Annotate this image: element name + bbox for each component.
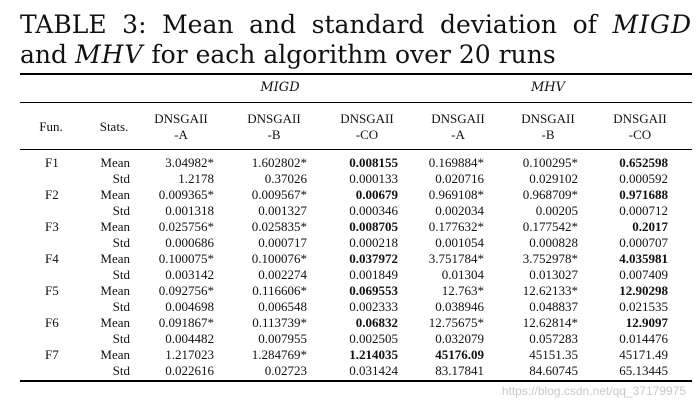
stat-label-std: Std — [112, 331, 130, 346]
table-cell: 45171.49 — [619, 347, 668, 362]
table-cell: 0.020716 — [435, 171, 484, 186]
table-cell: 0.001327 — [258, 203, 307, 218]
stat-label-mean: Mean — [100, 283, 130, 298]
column-header-line2: -A — [451, 127, 465, 142]
table-cell: 1.214035 — [349, 347, 398, 362]
table-cell: 0.002034 — [435, 203, 484, 218]
table-cell: 0.007409 — [619, 267, 668, 282]
column-header-line1: DNSGAII — [521, 111, 575, 126]
table-cell: 0.004482 — [165, 331, 214, 346]
table-cell: 0.968709* — [522, 187, 578, 202]
table-cell: 0.00205 — [535, 203, 578, 218]
stat-label-mean: Mean — [100, 251, 130, 266]
group-rule — [20, 102, 692, 103]
column-header-line2: -B — [541, 127, 555, 142]
table-cell: 0.003142 — [165, 267, 214, 282]
header-fun: Fun. — [39, 119, 63, 134]
stat-label-std: Std — [112, 235, 130, 250]
table-cell: 0.009567* — [251, 187, 307, 202]
table-cell: 12.763* — [441, 283, 484, 298]
table-cell: 0.001318 — [165, 203, 214, 218]
caption-suffix: for each algorithm over 20 runs — [143, 40, 556, 69]
table-cell: 1.602802* — [251, 155, 307, 170]
table-cell: 0.06832 — [355, 315, 398, 330]
caption-middle: and — [20, 40, 68, 69]
table-cell: 0.069553 — [349, 283, 398, 298]
table-cell: 0.00679 — [355, 187, 398, 202]
function-label: F5 — [45, 283, 59, 298]
table-cell: 0.000346 — [349, 203, 398, 218]
table-cell: 0.02723 — [264, 363, 307, 378]
header-rule — [20, 149, 692, 150]
table-cell: 0.002505 — [349, 331, 398, 346]
table-cell: 0.002333 — [349, 299, 398, 314]
stat-label-mean: Mean — [100, 219, 130, 234]
stat-label-mean: Mean — [100, 315, 130, 330]
table-cell: 0.000717 — [258, 235, 307, 250]
function-label: F7 — [45, 347, 59, 362]
table-cell: 0.01304 — [441, 267, 484, 282]
column-header-4 — [503, 111, 593, 143]
table-cell: 0.025835* — [251, 219, 307, 234]
table-cell: 12.62814* — [522, 315, 578, 330]
stat-label-std: Std — [112, 171, 130, 186]
header-stats: Stats. — [99, 119, 129, 134]
column-header-line1: DNSGAII — [154, 111, 208, 126]
table-cell: 0.000592 — [619, 171, 668, 186]
caption-metric-migd: MIGD — [612, 10, 692, 39]
table-cell: 1.284769* — [251, 347, 307, 362]
table-cell: 0.048837 — [529, 299, 578, 314]
table-cell: 0.031424 — [349, 363, 398, 378]
table-cell: 0.032079 — [435, 331, 484, 346]
table-cell: 0.057283 — [529, 331, 578, 346]
column-header-line2: -B — [267, 127, 281, 142]
table-cell: 0.092756* — [158, 283, 214, 298]
group-header-migd: MIGD — [260, 80, 300, 95]
table-cell: 4.035981 — [619, 251, 668, 266]
table-cell: 0.177542* — [522, 219, 578, 234]
table-cell: 0.2017 — [632, 219, 668, 234]
column-header-line1: DNSGAII — [340, 111, 394, 126]
table-cell: 0.006548 — [258, 299, 307, 314]
table-cell: 0.002274 — [258, 267, 307, 282]
function-label: F1 — [45, 155, 59, 170]
table-cell: 65.13445 — [619, 363, 668, 378]
table-cell: 45176.09 — [435, 347, 484, 362]
table-cell: 84.60745 — [529, 363, 578, 378]
column-header-line2: -CO — [628, 127, 652, 142]
stat-label-std: Std — [112, 363, 130, 378]
table-cell: 12.90298 — [619, 283, 668, 298]
column-header-3 — [413, 111, 503, 143]
table-cell: 83.17841 — [435, 363, 484, 378]
table-cell: 1.217023 — [165, 347, 214, 362]
top-rule — [20, 73, 692, 75]
table-cell: 0.100076* — [251, 251, 307, 266]
table-cell: 0.113739* — [252, 315, 307, 330]
table-cell: 0.000218 — [349, 235, 398, 250]
table-cell: 0.169884* — [428, 155, 484, 170]
column-header-line2: -CO — [355, 127, 379, 142]
table-cell: 12.75675* — [428, 315, 484, 330]
table-cell: 45151.35 — [529, 347, 578, 362]
column-header-line1: DNSGAII — [431, 111, 485, 126]
table-cell: 0.000712 — [619, 203, 668, 218]
table-cell: 0.029102 — [529, 171, 578, 186]
table-cell: 3.751784* — [428, 251, 484, 266]
table-cell: 0.091867* — [158, 315, 214, 330]
column-header-line2: -A — [174, 127, 188, 142]
stat-label-mean: Mean — [100, 187, 130, 202]
table-cell: 0.000828 — [529, 235, 578, 250]
stat-label-mean: Mean — [100, 347, 130, 362]
function-label: F3 — [45, 219, 59, 234]
table-cell: 0.116606* — [252, 283, 307, 298]
column-header-line1: DNSGAII — [247, 111, 301, 126]
table-cell: 3.752978* — [522, 251, 578, 266]
column-header-1 — [229, 111, 319, 143]
table-cell: 0.038946 — [435, 299, 484, 314]
table-cell: 0.021535 — [619, 299, 668, 314]
table-cell: 12.9097 — [625, 315, 668, 330]
table-cell: 0.008155 — [349, 155, 398, 170]
table-cell: 0.000133 — [349, 171, 398, 186]
table-cell: 0.000686 — [165, 235, 214, 250]
column-header-5 — [595, 111, 685, 143]
column-header-0 — [136, 111, 226, 143]
function-label: F2 — [45, 187, 59, 202]
table-cell: 0.037972 — [349, 251, 398, 266]
stat-label-std: Std — [112, 267, 130, 282]
table-cell: 0.652598 — [619, 155, 668, 170]
table-cell: 0.100295* — [522, 155, 578, 170]
table-cell: 0.013027 — [529, 267, 578, 282]
bottom-rule — [20, 380, 692, 382]
table-cell: 0.969108* — [428, 187, 484, 202]
table-cell: 3.04982* — [165, 155, 214, 170]
table-cell: 0.000707 — [619, 235, 668, 250]
table-cell: 0.007955 — [258, 331, 307, 346]
table-cell: 0.100075* — [158, 251, 214, 266]
column-header-line1: DNSGAII — [613, 111, 667, 126]
table-cell: 0.008705 — [349, 219, 398, 234]
group-header-mhv: MHV — [530, 80, 566, 95]
table-cell: 0.004698 — [165, 299, 214, 314]
stat-label-mean: Mean — [100, 155, 130, 170]
table-cell: 0.014476 — [619, 331, 668, 346]
table-cell: 0.009365* — [158, 187, 214, 202]
function-label: F4 — [45, 251, 59, 266]
table-cell: 0.001849 — [349, 267, 398, 282]
table-cell: 12.62133* — [522, 283, 578, 298]
caption-prefix: TABLE 3: Mean and standard deviation of — [20, 10, 613, 39]
table-cell: 0.37026 — [264, 171, 307, 186]
table-cell: 0.971688 — [619, 187, 668, 202]
watermark-text: https://blog.csdn.net/qq_37179975 — [501, 384, 686, 398]
table-cell: 0.025756* — [158, 219, 214, 234]
function-label: F6 — [45, 315, 59, 330]
table-cell: 0.022616 — [165, 363, 214, 378]
caption-metric-mhv: MHV — [74, 40, 144, 69]
stat-label-std: Std — [112, 299, 130, 314]
column-header-2 — [322, 111, 412, 143]
stat-label-std: Std — [112, 203, 130, 218]
table-cell: 0.177632* — [428, 219, 484, 234]
table-caption — [20, 10, 692, 70]
table-cell: 0.001054 — [435, 235, 484, 250]
table-cell: 1.2178 — [178, 171, 214, 186]
